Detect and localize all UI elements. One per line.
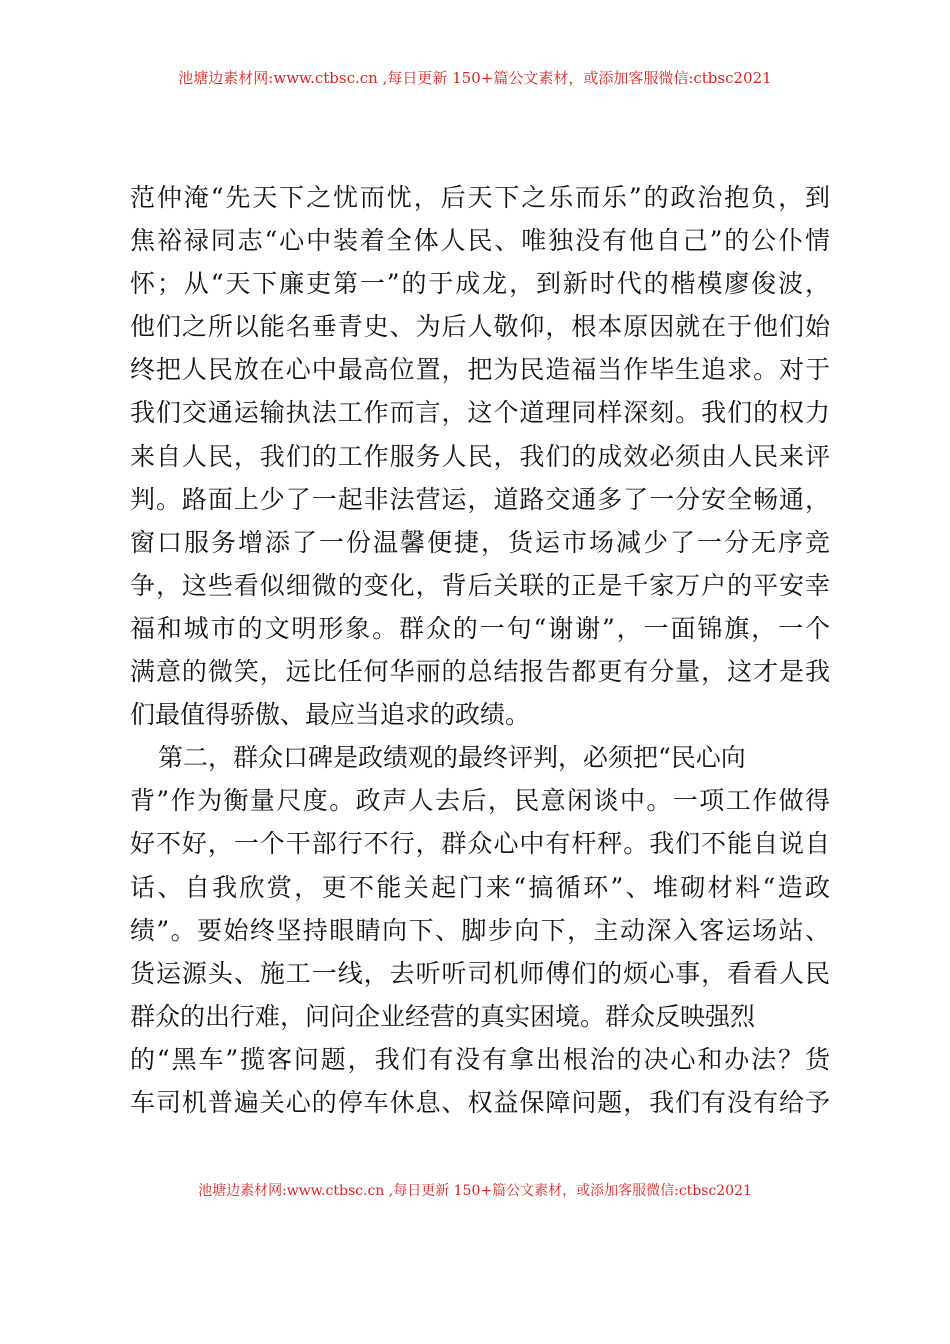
text-line: 焦裕禄同志“心中装着全体人民、唯独没有他自己”的公仆情 (130, 226, 830, 256)
text-line: 绩”。要始终坚持眼睛向下、脚步向下，主动深入客运场站、 (130, 915, 830, 945)
text-line: 福和城市的文明形象。群众的一句“谢谢”，一面锦旗，一个 (130, 613, 830, 643)
footer-watermark-note: 池塘边素材网:www.ctbsc.cn ,每日更新 150+篇公文素材，或添加客服微信:ctbsc2021 (198, 1183, 752, 1199)
text-line: 好不好，一个干部行不行，群众心中有杆秤。我们不能自说自 (130, 829, 830, 859)
text-line: 范仲淹“先天下之忧而忧，后天下之乐而乐”的政治抱负，到 (130, 183, 830, 212)
header-watermark-note: 池塘边素材网:www.ctbsc.cn ,每日更新 150+篇公文素材，或添加客服微信:ctbsc2021 (178, 69, 772, 87)
text-line: 背”作为衡量尺度。政声人去后，民意闲谈中。一项工作做得 (130, 786, 830, 816)
text-line: 的“黑车”揽客问题，我们有没有拿出根治的决心和办法？货 (130, 1044, 830, 1074)
text-line: 窗口服务增添了一份温馨便捷，货运市场减少了一分无序竞 (130, 527, 830, 557)
text-line: 怀；从“天下廉吏第一”的于成龙，到新时代的楷模廖俊波， (130, 269, 830, 299)
text-line: 车司机普遍关心的停车休息、权益保障问题，我们有没有给予 (130, 1087, 830, 1117)
body-text (130, 176, 830, 1124)
text-line: 货运源头、施工一线，去听听司机师傅们的烦心事，看看人民 (130, 958, 830, 988)
text-line: 话、自我欣赏，更不能关起门来“搞循环”、堆砌材料“造政 (130, 872, 830, 902)
text-line: 我们交通运输执法工作而言，这个道理同样深刻。我们的权力 (130, 398, 830, 428)
text-line: 来自人民，我们的工作服务人民，我们的成效必须由人民来评 (130, 441, 830, 471)
text-line-paragraph-start: 第二，群众口碑是政绩观的最终评判，必须把“民心向 (158, 743, 746, 773)
text-line: 终把人民放在心中最高位置，把为民造福当作毕生追求。对于 (130, 355, 830, 385)
text-line: 判。路面上少了一起非法营运，道路交通多了一分安全畅通， (130, 484, 830, 514)
text-line: 争，这些看似细微的变化，背后关联的正是千家万户的平安幸 (130, 570, 830, 600)
text-line: 群众的出行难，问问企业经营的真实困境。群众反映强烈 (130, 1001, 756, 1031)
text-line: 他们之所以能名垂青史、为后人敬仰，根本原因就在于他们始 (130, 312, 830, 342)
text-line-paragraph-end: 们最值得骄傲、最应当追求的政绩。 (130, 700, 531, 730)
text-line: 满意的微笑，远比任何华丽的总结报告都更有分量，这才是我 (130, 657, 830, 687)
